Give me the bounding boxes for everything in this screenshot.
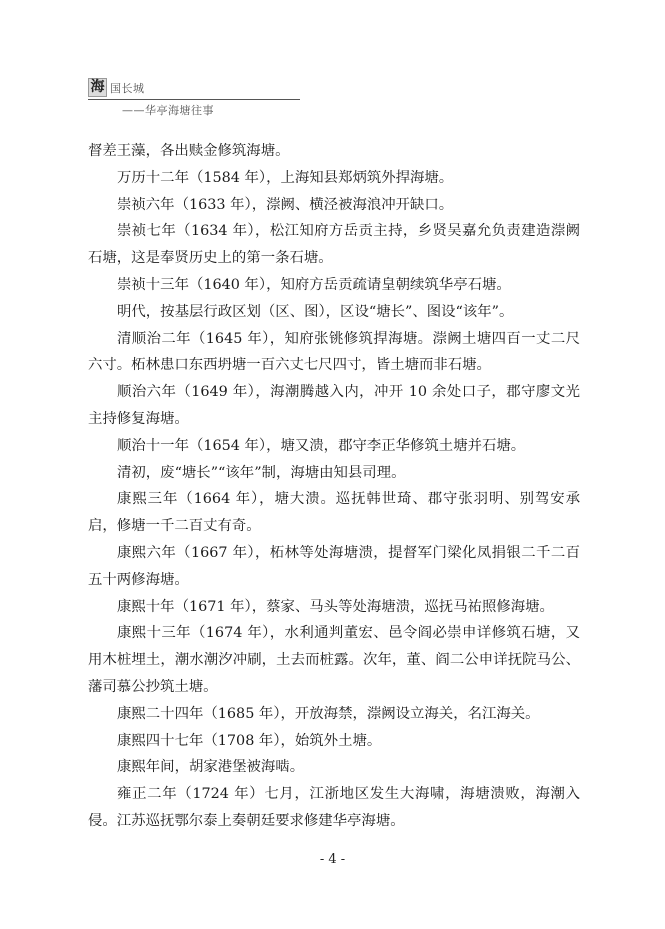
paragraph: 崇祯七年（1634 年），松江知府方岳贡主持，乡贤吴嘉允负责建造漴阙石塘，这是奉贤历史上的第一条石塘。	[88, 223, 580, 267]
book-title: 国长城	[110, 82, 145, 95]
paragraph: 康熙六年（1667 年），柘林等处海塘溃，提督军门梁化凤捐银二千二百五十两修海塘。	[88, 544, 580, 588]
paragraph: 清顺治二年（1645 年），知府张铫修筑捍海塘。漴阙土塘四百一丈二尺六寸。柘林患口东西坍塘一百六丈七尺四寸，皆土塘而非石塘。	[88, 330, 580, 374]
paragraph: 康熙年间，胡家港堡被海啮。	[117, 759, 305, 776]
header-rule	[88, 99, 300, 100]
paragraph: 清初，废“塘长”“该年”制，海塘由知县司理。	[117, 464, 406, 481]
page-number: - 4 -	[319, 852, 346, 867]
paragraph: 康熙二十四年（1685 年），开放海禁，漴阙设立海关，名江海关。	[117, 705, 540, 722]
paragraph: 督差王藻，各出赎金修筑海塘。	[88, 143, 290, 159]
paragraph: 顺治十一年（1654 年），塘又溃，郡守李正华修筑土塘并石塘。	[117, 437, 526, 454]
running-header	[88, 78, 300, 118]
paragraph: 雍正二年（1724 年）七月，江浙地区发生大海啸，海塘溃败，海潮入侵。江苏巡抚鄂尔泰上奏朝廷要求修建华亭海塘。	[88, 786, 580, 829]
book-logo: 海	[88, 78, 107, 97]
page-body	[88, 138, 580, 835]
book-subtitle: ——华亭海塘往事	[122, 104, 214, 117]
paragraph: 崇祯六年（1633 年），漴阙、横泾被海浪冲开缺口。	[117, 196, 454, 213]
paragraph: 万历十二年（1584 年），上海知县郑炳筑外捍海塘。	[117, 169, 454, 186]
paragraph: 崇祯十三年（1640 年），知府方岳贡疏请皇朝续筑华亭石塘。	[117, 276, 511, 293]
paragraph: 康熙三年（1664 年），塘大溃。巡抚韩世琦、郡守张羽明、别驾安承启，修塘一千二百丈有奇。	[88, 491, 580, 535]
paragraph: 顺治六年（1649 年），海潮腾越入内，冲开 10 余处口子，郡守廖文光主持修复海塘。	[88, 384, 580, 427]
paragraph: 明代，按基层行政区划（区、图），区设“塘长”、图设“该年”。	[117, 303, 514, 320]
paragraph: 康熙十年（1671 年），蔡家、马头等处海塘溃，巡抚马祐照修海塘。	[117, 598, 554, 615]
paragraph: 康熙四十七年（1708 年），始筑外土塘。	[117, 732, 382, 749]
paragraph: 康熙十三年（1674 年），水利通判董宏、邑令阎必崇申详修筑石塘，又用木桩埋土，潮水潮汐冲刷，土去而桩露。次年，董、阎二公申详抚院马公、藩司慕公抄筑土塘。	[88, 625, 580, 695]
